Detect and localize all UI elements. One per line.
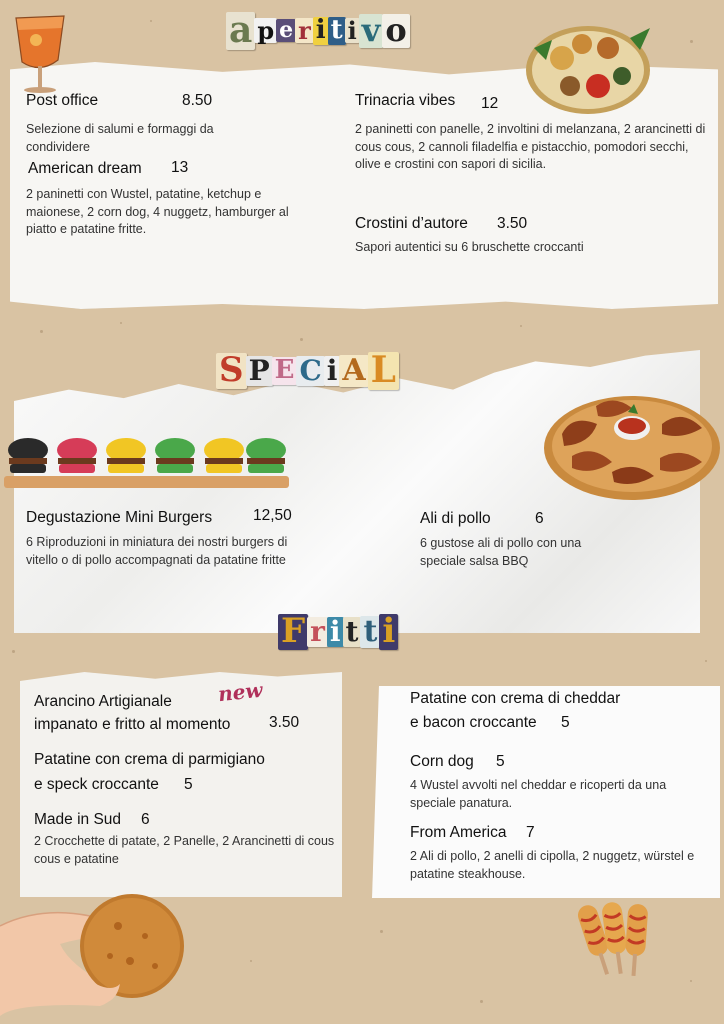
- item-name-line1: Patatine con crema di parmigiano: [34, 751, 265, 768]
- item-name-line2: e speck croccante: [34, 776, 159, 793]
- title-letter: P: [246, 356, 273, 385]
- item-name-line2: e bacon croccante: [410, 714, 537, 731]
- mini-burgers-icon: [4, 432, 289, 490]
- arancino-hand-icon: [0, 866, 200, 1024]
- item-price: 7: [526, 824, 535, 841]
- item-name-line1: Arancino Artigianale: [34, 693, 172, 710]
- title-letter: r: [307, 617, 328, 646]
- item-price: 3.50: [497, 215, 528, 232]
- title-letter: a: [226, 12, 255, 50]
- item-price: 5: [184, 776, 193, 793]
- item-price: 5: [496, 753, 505, 770]
- item-desc: 4 Wustel avvolti nel cheddar e ricoperti da una speciale panatura.: [410, 778, 667, 810]
- item-desc: Selezione di salumi e formaggi da condividere: [26, 122, 214, 154]
- title-letter: L: [368, 352, 399, 390]
- item-price: 12: [481, 95, 499, 112]
- item-desc: 6 gustose ali di pollo con una speciale salsa BBQ: [420, 536, 582, 568]
- title-letter: t: [343, 617, 362, 646]
- item-price: 8.50: [182, 92, 213, 109]
- item-desc: 2 Crocchette di patate, 2 Panelle, 2 Arancinetti di cous cous e patatine: [34, 834, 335, 866]
- title-letter: i: [327, 617, 344, 646]
- title-letter: e: [276, 19, 296, 42]
- title-letter: A: [339, 355, 368, 387]
- title-letter: r: [295, 18, 314, 43]
- item-price: 13: [171, 159, 189, 176]
- chicken-wings-icon: [542, 384, 722, 504]
- title-letter: E: [272, 357, 298, 384]
- item-name: Corn dog: [410, 753, 474, 770]
- item-price: 6: [141, 811, 150, 828]
- title-letter: t: [328, 17, 346, 44]
- title-letter: p: [254, 18, 277, 43]
- antipasto-platter-icon: [522, 18, 657, 118]
- item-name-line1: Patatine con crema di cheddar: [410, 690, 621, 707]
- item-name: Degustazione Mini Burgers: [26, 509, 213, 526]
- item-name: American dream: [28, 160, 142, 177]
- corn-dogs-icon: [566, 896, 656, 982]
- item-desc: 6 Riproduzioni in miniatura dei nostri burgers di vitello o di pollo accompagnati da patatine fritte: [26, 535, 288, 567]
- item-name: Ali di pollo: [420, 510, 491, 527]
- item-price: 5: [561, 714, 570, 731]
- item-price: 3.50: [269, 714, 300, 731]
- aperitivo-title: [226, 9, 409, 51]
- item-desc: Sapori autentici su 6 bruschette croccanti: [355, 240, 584, 254]
- item-name: Crostini d’autore: [355, 215, 468, 232]
- title-letter: t: [360, 616, 380, 648]
- item-name: From America: [410, 824, 507, 841]
- item-desc: 2 Ali di pollo, 2 anelli di cipolla, 2 nuggetz, würstel e patatine steakhouse.: [410, 849, 695, 881]
- item-desc: 2 paninetti con Wustel, patatine, ketchup e maionese, 2 corn dog, 4 nuggetz, hamburger al piatto e patatine fritte.: [26, 187, 289, 236]
- item-price: 12,50: [253, 507, 292, 524]
- aperol-glass-icon: [2, 8, 82, 103]
- special-title: [216, 349, 398, 391]
- fritti-title: [278, 611, 397, 651]
- title-letter: S: [216, 353, 247, 389]
- item-name: Made in Sud: [34, 811, 122, 828]
- item-desc: 2 paninetti con panelle, 2 involtini di melanzana, 2 arancinetti di cous cous, 2 cannoli filadelfia e pistacchio, pomodori secchi, olive e crostini con sapori di sicilia.: [355, 122, 706, 171]
- item-name-line2: impanato e fritto al momento: [34, 716, 231, 733]
- title-letter: v: [359, 14, 384, 48]
- title-letter: i: [324, 356, 341, 385]
- item-name: Post office: [26, 92, 99, 109]
- title-letter: i: [345, 18, 360, 43]
- title-letter: i: [379, 614, 398, 650]
- title-letter: C: [296, 356, 324, 385]
- item-name: Trinacria vibes: [355, 92, 456, 109]
- title-letter: i: [313, 17, 329, 44]
- title-letter: F: [278, 614, 308, 650]
- item-price: 6: [535, 510, 544, 527]
- new-badge: new: [216, 677, 264, 707]
- title-letter: o: [382, 14, 409, 48]
